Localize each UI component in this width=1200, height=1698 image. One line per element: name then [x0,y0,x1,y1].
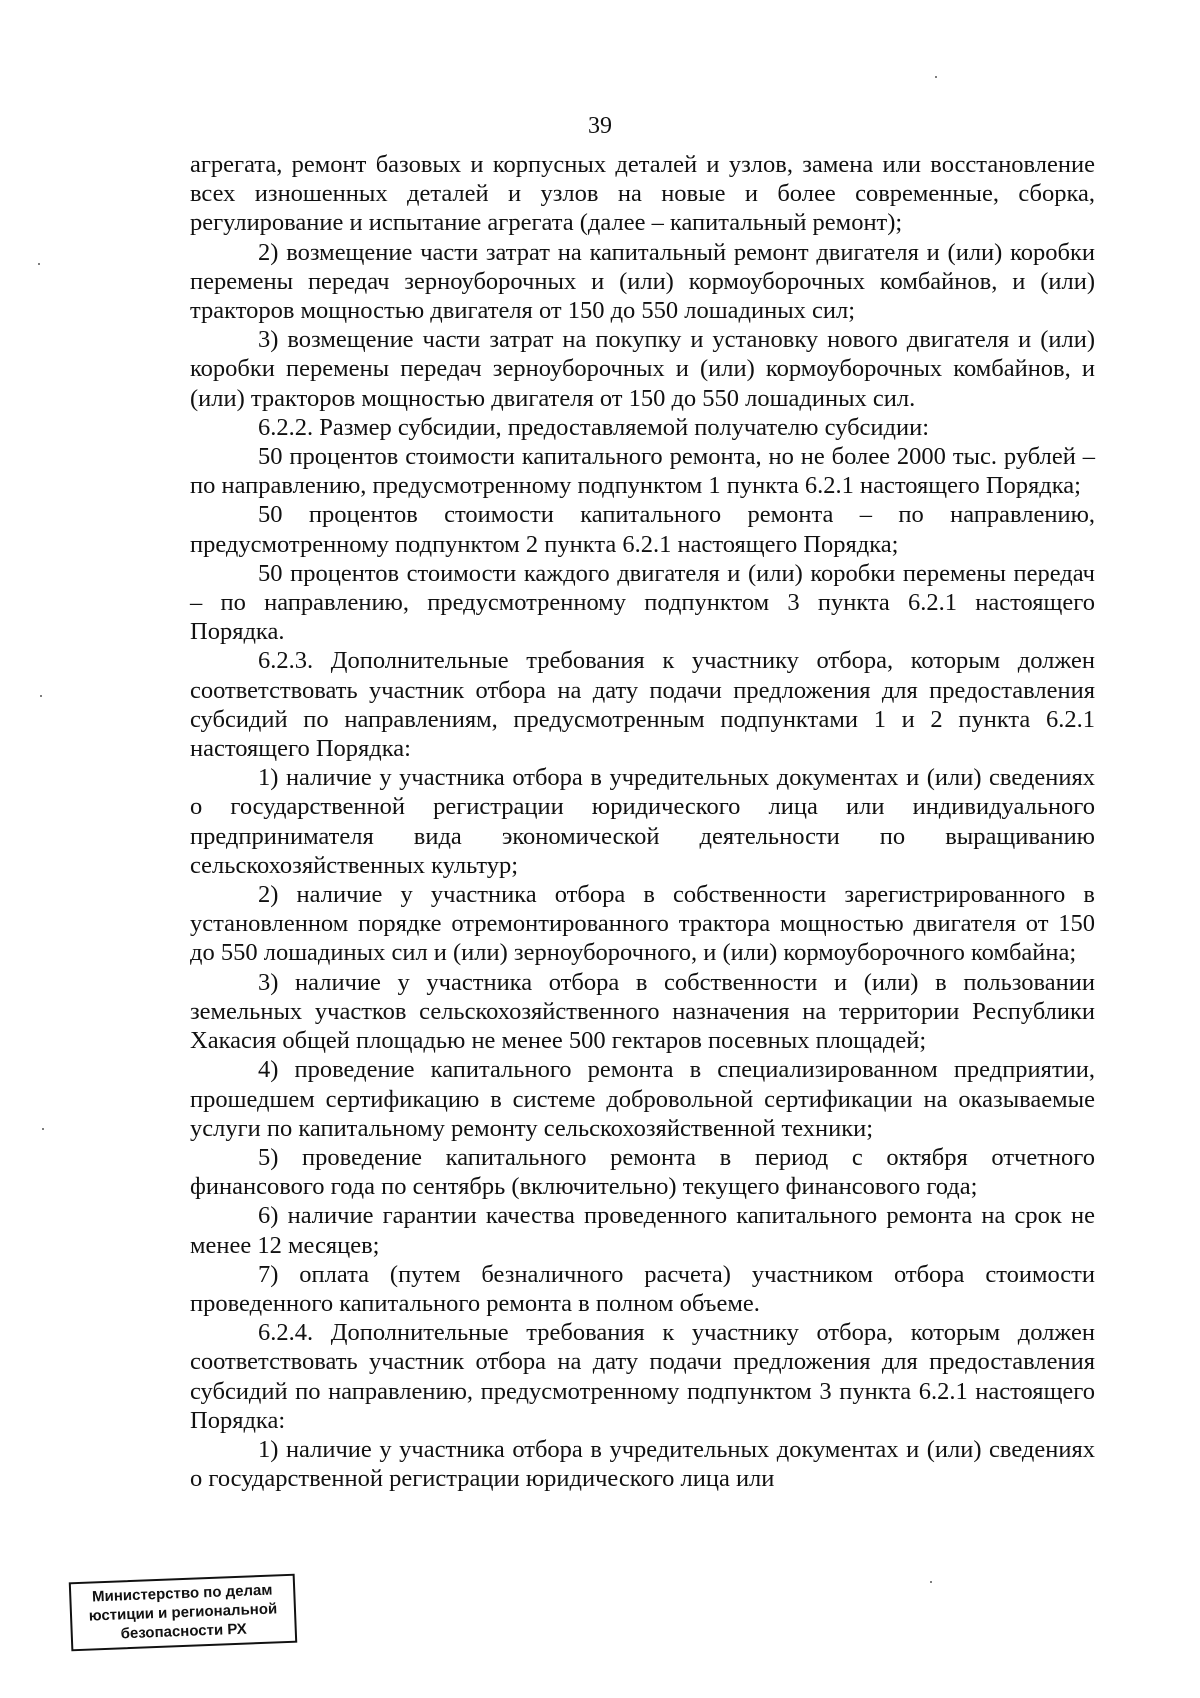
paragraph: 6.2.3. Дополнительные требования к участнику отбора, которым должен соответствовать участник отбора на дату подачи предложения для предоставления субсидий по направлениям, предусмотренным подпунктами 1 и 2 пункта 6.2.1 настоящего Порядка: [190,647,1095,763]
paragraph: 7) оплата (путем безналичного расчета) участником отбора стоимости проведенного капитального ремонта в полном объеме. [190,1260,1095,1317]
stamp-line: юстиции и региональной [88,1600,278,1625]
paragraph: 6) наличие гарантии качества проведенного капитального ремонта на срок не менее 12 месяцев; [190,1202,1095,1259]
paragraph: 6.2.4. Дополнительные требования к участнику отбора, которым должен соответствовать участник отбора на дату подачи предложения для предоставления субсидий по направлению, предусмотренному подпунктом 3 пункта 6.2.1 настоящего Порядка: [190,1319,1095,1434]
paragraph: 1) наличие у участника отбора в учредительных документах и (или) сведениях о государственной регистрации юридического лица или [190,1435,1095,1493]
scan-speck [40,695,42,697]
paragraph: 4) проведение капитального ремонта в специализированном предприятии, прошедшем сертификацию в системе добровольной сертификации на оказываемые услуги по капитальному ремонту сельскохозяйственной техники; [190,1056,1095,1142]
stamp-line: безопасности РХ [120,1620,248,1643]
document-body [190,150,1095,1493]
scan-speck [42,1128,44,1130]
paragraph: 1) наличие у участника отбора в учредительных документах и (или) сведениях о государственной регистрации юридического лица или индивидуального предпринимателя вида экономической деятельности по выращиванию сельскохозяйственных культур; [190,764,1095,879]
scan-speck [930,1581,932,1583]
paragraph: 6.2.2. Размер субсидии, предоставляемой получателю субсидии: [258,413,930,441]
paragraph: 50 процентов стоимости каждого двигателя и (или) коробки перемены передач – по направлению, предусмотренному подпунктом 3 пункта 6.2.1 настоящего Порядка. [190,559,1095,646]
paragraph: 2) возмещение части затрат на капитальный ремонт двигателя и (или) коробки перемены передач зерноуборочных и (или) кормоуборочных комбайнов, и (или) тракторов мощностью двигателя от 150 до 550 лошадиных сил; [190,238,1095,325]
scan-speck [38,263,40,265]
stamp-line: Министерство по делам [91,1581,273,1606]
scan-speck [935,76,937,78]
paragraph: агрегата, ремонт базовых и корпусных деталей и узлов, замена или восстановление всех изношенных деталей и узлов на новые и более современные, сборка, регулирование и испытание агрегата (далее – капитальный ремонт); [190,151,1095,237]
paragraph: 2) наличие у участника отбора в собственности зарегистрированного в установленном порядке отремонтированного трактора мощностью двигателя от 150 до 550 лошадиных сил и (или) зерноуборочного, и (или) кормоуборочного комбайна; [190,881,1095,967]
page-number: 39 [588,113,612,139]
paragraph: 5) проведение капитального ремонта в период с октября отчетного финансового года по сентябрь (включительно) текущего финансового года; [190,1143,1095,1201]
paragraph: 3) возмещение части затрат на покупку и установку нового двигателя и (или) коробки перемены передач зерноуборочных и (или) кормоуборочных комбайнов, и (или) тракторов мощностью двигателя от 150 до 550 лошадиных сил. [190,326,1095,412]
paragraph: 3) наличие у участника отбора в собственности и (или) в пользовании земельных участков сельскохозяйственного назначения на территории Республики Хакасия общей площадью не менее 500 гектаров посевных площадей; [190,968,1095,1055]
paragraph: 50 процентов стоимости капитального ремонта – по направлению, предусмотренному подпунктом 2 пункта 6.2.1 настоящего Порядка; [190,501,1095,558]
paragraph: 50 процентов стоимости капитального ремонта, но не более 2000 тыс. рублей – по направлению, предусмотренному подпунктом 1 пункта 6.2.1 настоящего Порядка; [190,443,1095,500]
ministry-stamp [69,1574,297,1652]
